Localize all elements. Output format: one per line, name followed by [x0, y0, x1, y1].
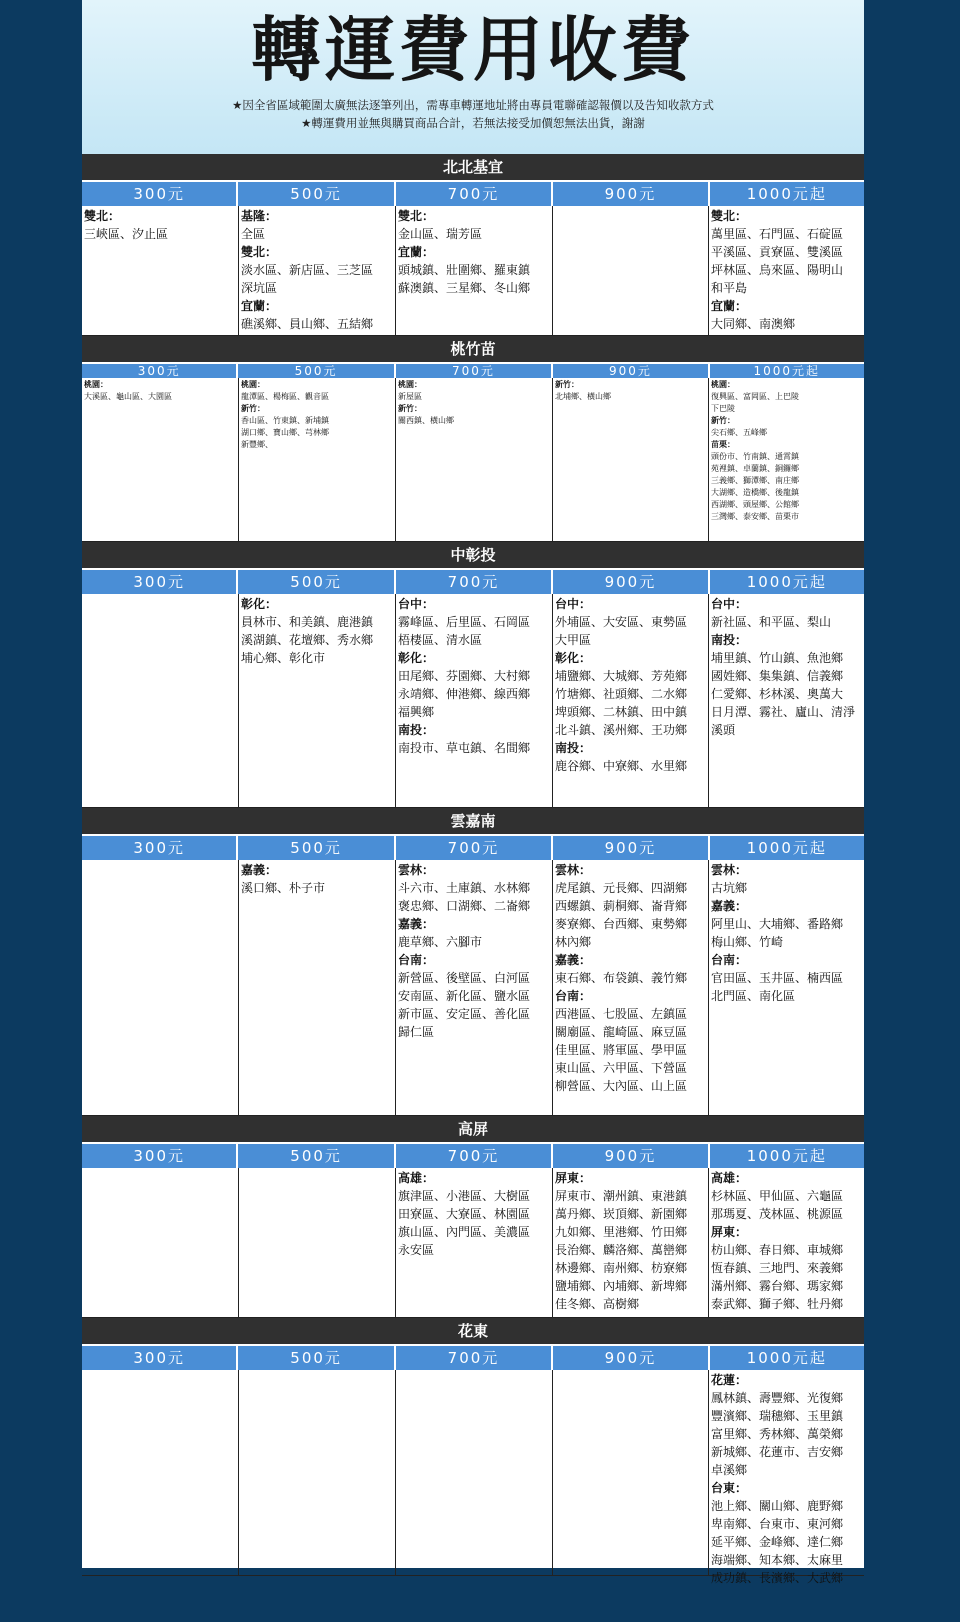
district-list: 永安區 [398, 1243, 435, 1257]
area-heading: 彰化： [398, 651, 435, 665]
district-list: 和平島 [711, 281, 748, 295]
area-heading: 屏東： [555, 1171, 592, 1185]
district-list: 枋山鄉、春日鄉、車城鄉 [711, 1243, 844, 1257]
area-heading: 台中： [555, 597, 592, 611]
price-header-row [82, 1344, 864, 1370]
district-cell [708, 378, 864, 542]
district-list: 梅山鄉、竹崎 [711, 935, 784, 949]
area-heading: 台東： [711, 1481, 748, 1495]
region-name: 花東 [82, 1318, 864, 1344]
district-list: 霧峰區、后里區、石岡區 [398, 615, 531, 629]
price-tier: 300元 [82, 1144, 236, 1168]
district-cell [708, 206, 864, 336]
price-tier: 700元 [394, 364, 551, 378]
district-list: 新市區、安定區、善化區 [398, 1007, 531, 1021]
district-row [82, 594, 864, 808]
district-list: 梧棲區、清水區 [398, 633, 483, 647]
district-list: 大甲區 [555, 633, 592, 647]
area-heading: 台中： [711, 597, 748, 611]
price-tier: 1000元起 [708, 364, 864, 378]
district-list: 竹塘鄉、社頭鄉、二水鄉 [555, 687, 688, 701]
district-list: 成功鎮、長濱鄉、大武鄉 [711, 1571, 844, 1585]
district-list: 溪頭 [711, 723, 736, 737]
region-name: 雲嘉南 [82, 808, 864, 834]
district-list: 海端鄉、知本鄉、太麻里 [711, 1553, 844, 1567]
area-heading: 嘉義： [555, 953, 592, 967]
district-list: 田尾鄉、芬園鄉、大村鄉 [398, 669, 531, 683]
district-list: 大同鄉、南澳鄉 [711, 317, 796, 331]
area-heading: 宜蘭： [398, 245, 435, 259]
page-header [82, 0, 864, 154]
district-list: 三義鄉、獅潭鄉、南庄鄉 [711, 476, 799, 485]
area-heading: 高雄： [711, 1171, 748, 1185]
area-heading: 嘉義： [241, 863, 278, 877]
area-heading: 台南： [398, 953, 435, 967]
price-tier: 700元 [394, 182, 551, 206]
district-list: 新屋區 [398, 392, 422, 401]
price-tier: 700元 [394, 836, 551, 860]
price-tier: 500元 [236, 836, 393, 860]
district-list: 田寮區、大寮區、林園區 [398, 1207, 531, 1221]
district-list: 關廟區、龍崎區、麻豆區 [555, 1025, 688, 1039]
district-cell [395, 1168, 552, 1318]
district-list: 蘇澳鎮、三星鄉、冬山鄉 [398, 281, 531, 295]
district-list: 池上鄉、關山鄉、鹿野鄉 [711, 1499, 844, 1513]
district-list: 鹿谷鄉、中寮鄉、水里鄉 [555, 759, 688, 773]
price-tier: 900元 [551, 1144, 707, 1168]
district-list: 屏東市、潮州鎮、東港鎮 [555, 1189, 688, 1203]
district-list: 北埔鄉、橫山鄉 [555, 392, 611, 401]
price-header-row [82, 180, 864, 206]
district-list: 萬里區、石門區、石碇區 [711, 227, 844, 241]
notes [82, 96, 864, 132]
area-heading: 嘉義： [711, 899, 748, 913]
district-list: 泰武鄉、獅子鄉、牡丹鄉 [711, 1297, 844, 1311]
price-tier: 1000元起 [708, 1346, 864, 1370]
district-list: 淡水區、新店區、三芝區 [241, 263, 374, 277]
district-list: 深坑區 [241, 281, 278, 295]
area-heading: 桃園： [711, 380, 735, 389]
district-list: 歸仁區 [398, 1025, 435, 1039]
price-header-row [82, 834, 864, 860]
district-cell [552, 1168, 708, 1318]
district-list: 阿里山、大埔鄉、番路鄉 [711, 917, 844, 931]
district-list: 三灣鄉、泰安鄉、苗栗市 [711, 512, 799, 521]
district-cell [82, 378, 238, 542]
district-cell [82, 594, 238, 808]
district-list: 九如鄉、里港鄉、竹田鄉 [555, 1225, 688, 1239]
area-heading: 高雄： [398, 1171, 435, 1185]
price-tier: 300元 [82, 1346, 236, 1370]
district-cell [552, 206, 708, 336]
district-cell [395, 378, 552, 542]
district-list: 虎尾鎮、元長鄉、四湖鄉 [555, 881, 688, 895]
district-list: 坪林區、烏來區、陽明山 [711, 263, 844, 277]
district-list: 埔心鄉、彰化市 [241, 651, 326, 665]
page-title: 轉運費用收費 [251, 9, 695, 91]
district-list: 大溪區、龜山區、大園區 [84, 392, 172, 401]
area-heading: 屏東： [711, 1225, 748, 1239]
district-cell [82, 1168, 238, 1318]
district-list: 斗六市、土庫鎮、水林鄉 [398, 881, 531, 895]
district-list: 新豐鄉、 [241, 440, 273, 449]
price-tier: 500元 [236, 182, 393, 206]
district-list: 褒忠鄉、口湖鄉、二崙鄉 [398, 899, 531, 913]
area-heading: 雙北： [398, 209, 435, 223]
area-heading: 雲林： [711, 863, 748, 877]
district-list: 龍潭區、楊梅區、觀音區 [241, 392, 329, 401]
district-list: 埤頭鄉、二林鎮、田中鎮 [555, 705, 688, 719]
price-header-row [82, 1142, 864, 1168]
district-list: 溪口鄉、朴子市 [241, 881, 326, 895]
district-list: 永靖鄉、伸港鄉、線西鄉 [398, 687, 531, 701]
district-row [82, 1168, 864, 1318]
price-tier: 900元 [551, 570, 707, 594]
district-cell [395, 594, 552, 808]
area-heading: 南投： [398, 723, 435, 737]
district-row [82, 1370, 864, 1585]
area-heading: 新竹： [398, 404, 422, 413]
region-name: 高屏 [82, 1116, 864, 1142]
area-heading: 基隆： [241, 209, 278, 223]
district-list: 員林市、和美鎮、鹿港鎮 [241, 615, 374, 629]
district-list: 新營區、後壁區、白河區 [398, 971, 531, 985]
region-name: 桃竹苗 [82, 336, 864, 362]
district-list: 西湖鄉、頭屋鄉、公館鄉 [711, 500, 799, 509]
region-section [82, 542, 864, 808]
region-section [82, 154, 864, 336]
district-list: 香山區、竹東鎮、新埔鎮 [241, 416, 329, 425]
district-list: 頭份市、竹南鎮、通霄鎮 [711, 452, 799, 461]
district-cell [552, 1370, 708, 1576]
price-tier: 900元 [551, 182, 707, 206]
area-heading: 雙北： [84, 209, 121, 223]
price-tier: 300元 [82, 570, 236, 594]
district-list: 東石鄉、布袋鎮、義竹鄉 [555, 971, 688, 985]
price-tier: 1000元起 [708, 182, 864, 206]
district-list: 林邊鄉、南州鄉、枋寮鄉 [555, 1261, 688, 1275]
district-cell [82, 1370, 238, 1576]
price-tier: 1000元起 [708, 570, 864, 594]
district-list: 全區 [241, 227, 266, 241]
price-tier: 500元 [236, 570, 393, 594]
district-cell [552, 860, 708, 1116]
region-section [82, 336, 864, 542]
district-list: 西港區、七股區、左鎮區 [555, 1007, 688, 1021]
area-heading: 台南： [711, 953, 748, 967]
district-list: 麥寮鄉、台西鄉、東勢鄉 [555, 917, 688, 931]
district-list: 金山區、瑞芳區 [398, 227, 483, 241]
price-tier: 500元 [236, 1346, 393, 1370]
area-heading: 南投： [555, 741, 592, 755]
district-list: 鹿草鄉、六腳市 [398, 935, 483, 949]
price-header-row [82, 362, 864, 378]
price-tier: 900元 [551, 364, 707, 378]
shipping-fee-page [82, 0, 864, 1585]
region-name: 北北基宜 [82, 154, 864, 180]
district-list: 國姓鄉、集集鎮、信義鄉 [711, 669, 844, 683]
district-cell [708, 1168, 864, 1318]
district-list: 關西鎮、橫山鄉 [398, 416, 454, 425]
district-list: 平溪區、貢寮區、雙溪區 [711, 245, 844, 259]
district-list: 大湖鄉、造橋鄉、後龍鎮 [711, 488, 799, 497]
district-cell [552, 594, 708, 808]
area-heading: 花蓮： [711, 1373, 748, 1387]
district-cell [395, 1370, 552, 1576]
price-tier: 900元 [551, 836, 707, 860]
price-tier: 300元 [82, 182, 236, 206]
district-list: 東山區、六甲區、下營區 [555, 1061, 688, 1075]
price-tier: 300元 [82, 364, 236, 378]
district-list: 鳳林鎮、壽豐鄉、光復鄉 [711, 1391, 844, 1405]
price-tier: 700元 [394, 1346, 551, 1370]
area-heading: 新竹： [241, 404, 265, 413]
district-cell [238, 594, 395, 808]
district-cell [238, 206, 395, 336]
district-list: 卑南鄉、台東市、東河鄉 [711, 1517, 844, 1531]
price-tier: 900元 [551, 1346, 707, 1370]
district-cell [238, 378, 395, 542]
district-cell [238, 1370, 395, 1576]
district-list: 新城鄉、花蓮市、吉安鄉 [711, 1445, 844, 1459]
district-list: 官田區、玉井區、楠西區 [711, 971, 844, 985]
area-heading: 雲林： [555, 863, 592, 877]
district-list: 安南區、新化區、鹽水區 [398, 989, 531, 1003]
district-list: 三峽區、汐止區 [84, 227, 169, 241]
price-tier: 300元 [82, 836, 236, 860]
district-list: 復興區、富岡區、上巴陵 [711, 392, 799, 401]
region-section [82, 808, 864, 1116]
district-cell [708, 1370, 864, 1585]
regions-table [82, 154, 864, 1585]
district-list: 長治鄉、麟洛鄉、萬巒鄉 [555, 1243, 688, 1257]
area-heading: 南投： [711, 633, 748, 647]
area-heading: 台南： [555, 989, 592, 1003]
district-cell [552, 378, 708, 542]
district-list: 鹽埔鄉、內埔鄉、新埤鄉 [555, 1279, 688, 1293]
price-tier: 1000元起 [708, 1144, 864, 1168]
district-list: 南投市、草屯鎮、名間鄉 [398, 741, 531, 755]
area-heading: 雲林： [398, 863, 435, 877]
district-row [82, 206, 864, 336]
area-heading: 苗栗： [711, 440, 735, 449]
price-tier: 500元 [236, 1144, 393, 1168]
price-tier: 700元 [394, 1144, 551, 1168]
district-cell [82, 860, 238, 1116]
area-heading: 宜蘭： [241, 299, 278, 313]
area-heading: 桃園： [398, 380, 422, 389]
district-list: 北斗鎮、溪州鄉、王功鄉 [555, 723, 688, 737]
area-heading: 雙北： [711, 209, 748, 223]
note-line: ★轉運費用並無與購買商品合計，若無法接受加價恕無法出貨，謝謝 [301, 116, 645, 130]
district-list: 旗山區、內門區、美濃區 [398, 1225, 531, 1239]
district-list: 富里鄉、秀林鄉、萬榮鄉 [711, 1427, 844, 1441]
district-list: 溪湖鎮、花壇鄉、秀水鄉 [241, 633, 374, 647]
area-heading: 嘉義： [398, 917, 435, 931]
area-heading: 彰化： [555, 651, 592, 665]
district-cell [238, 1168, 395, 1318]
district-cell [82, 206, 238, 336]
district-cell [708, 594, 864, 808]
district-list: 西螺鎮、莿桐鄉、崙背鄉 [555, 899, 688, 913]
district-list: 湖口鄉、寶山鄉、芎林鄉 [241, 428, 329, 437]
area-heading: 新竹： [711, 416, 735, 425]
region-name: 中彰投 [82, 542, 864, 568]
price-header-row [82, 568, 864, 594]
district-cell [395, 860, 552, 1116]
area-heading: 台中： [398, 597, 435, 611]
area-heading: 桃園： [241, 380, 265, 389]
district-list: 頭城鎮、壯圍鄉、羅東鎮 [398, 263, 531, 277]
price-tier: 700元 [394, 570, 551, 594]
district-list: 林內鄉 [555, 935, 592, 949]
district-row [82, 860, 864, 1116]
price-tier: 1000元起 [708, 836, 864, 860]
district-list: 恆春鎮、三地門、來義鄉 [711, 1261, 844, 1275]
price-tier: 500元 [236, 364, 393, 378]
district-row [82, 378, 864, 542]
district-list: 卓溪鄉 [711, 1463, 748, 1477]
district-list: 豐濱鄉、瑞穗鄉、玉里鎮 [711, 1409, 844, 1423]
district-list: 那瑪夏、茂林區、桃源區 [711, 1207, 844, 1221]
district-list: 新社區、和平區、梨山 [711, 615, 832, 629]
district-list: 延平鄉、金峰鄉、達仁鄉 [711, 1535, 844, 1549]
area-heading: 雙北： [241, 245, 278, 259]
district-list: 下巴陵 [711, 404, 735, 413]
district-cell [708, 860, 864, 1116]
note-line: ★因全省區域範圍太廣無法逐筆列出，需專車轉運地址將由專員電聯確認報價以及告知收款方式 [232, 98, 714, 112]
district-list: 日月潭、霧社、廬山、清淨 [711, 705, 856, 719]
district-cell [238, 860, 395, 1116]
region-section [82, 1116, 864, 1318]
district-list: 杉林區、甲仙區、六龜區 [711, 1189, 844, 1203]
area-heading: 宜蘭： [711, 299, 748, 313]
area-heading: 新竹： [555, 380, 579, 389]
district-list: 仁愛鄉、杉林溪、奧萬大 [711, 687, 844, 701]
district-list: 北門區、南化區 [711, 989, 796, 1003]
district-list: 苑裡鎮、卓蘭鎮、銅鑼鄉 [711, 464, 799, 473]
district-list: 福興鄉 [398, 705, 435, 719]
district-list: 外埔區、大安區、東勢區 [555, 615, 688, 629]
area-heading: 桃園： [84, 380, 108, 389]
region-section [82, 1318, 864, 1585]
district-list: 柳營區、大內區、山上區 [555, 1079, 688, 1093]
district-list: 萬丹鄉、崁頂鄉、新園鄉 [555, 1207, 688, 1221]
area-heading: 彰化： [241, 597, 278, 611]
district-list: 古坑鄉 [711, 881, 748, 895]
district-list: 滿州鄉、霧台鄉、瑪家鄉 [711, 1279, 844, 1293]
district-cell [395, 206, 552, 336]
district-list: 旗津區、小港區、大樹區 [398, 1189, 531, 1203]
district-list: 尖石鄉、五峰鄉 [711, 428, 767, 437]
district-list: 佳里區、將軍區、學甲區 [555, 1043, 688, 1057]
district-list: 埔鹽鄉、大城鄉、芳苑鄉 [555, 669, 688, 683]
district-list: 埔里鎮、竹山鎮、魚池鄉 [711, 651, 844, 665]
district-list: 礁溪鄉、員山鄉、五結鄉 [241, 317, 374, 331]
district-list: 佳冬鄉、高樹鄉 [555, 1297, 640, 1311]
